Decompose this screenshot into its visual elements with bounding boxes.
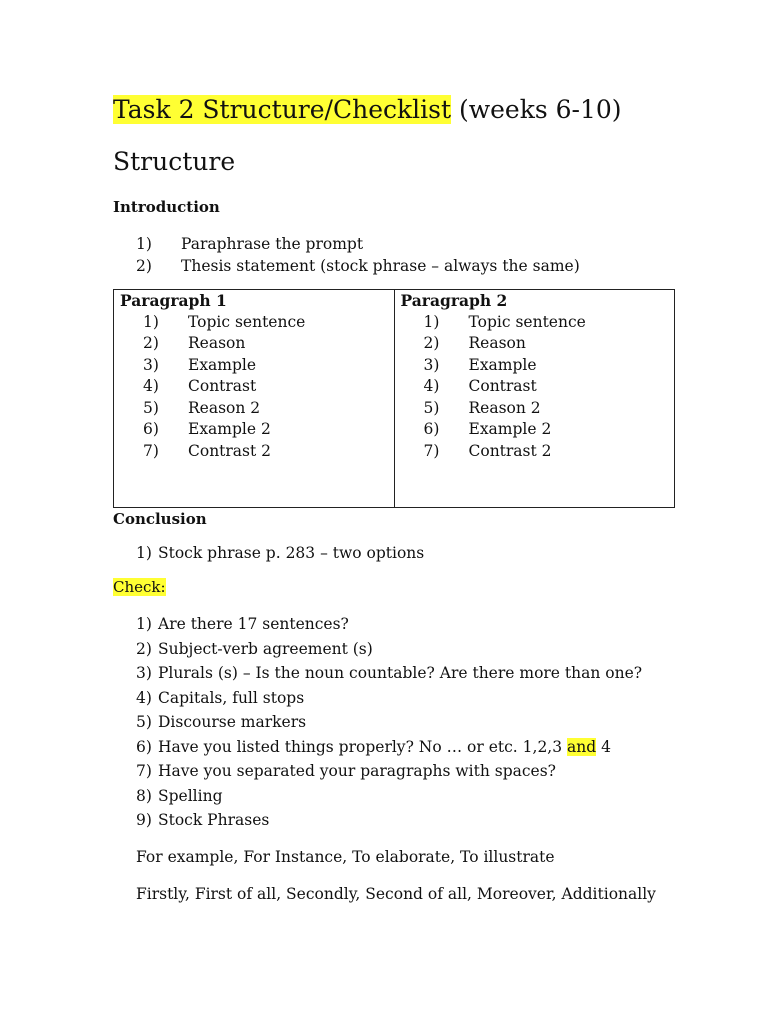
list-item (136, 233, 676, 255)
highlighted-word: and (567, 737, 597, 756)
item-text-after: 4 (596, 737, 611, 756)
table-list-item (401, 333, 675, 355)
list-item (136, 687, 736, 712)
item-number: 3) (423, 355, 440, 374)
item-number: 5) (423, 398, 440, 417)
item-text-main: Have you listed things properly? No … or etc. 1,2,3 (158, 737, 563, 756)
conclusion-list (136, 542, 676, 564)
item-text: Topic sentence (468, 312, 586, 331)
introduction-list (136, 233, 676, 277)
item-number: 7) (143, 441, 159, 460)
title-highlighted: Task 2 Structure/Checklist (113, 95, 452, 124)
item-number: 8) (136, 786, 152, 805)
item-number: 5) (136, 713, 152, 731)
item-text: Contrast 2 (188, 441, 272, 460)
list-item (136, 662, 736, 687)
table-list-item (401, 355, 675, 377)
table-list-item (120, 376, 394, 398)
list-item (136, 542, 676, 564)
item-text: Example (468, 355, 537, 374)
item-number: 6) (423, 420, 440, 438)
item-text: Reason 2 (468, 398, 541, 417)
list-item (136, 809, 736, 834)
item-text: Example (188, 355, 257, 374)
item-text: Plurals (s) – Is the noun countable? Are there more than one? (158, 664, 643, 682)
item-text: Stock Phrases (158, 811, 270, 829)
item-number: 3) (136, 664, 152, 682)
item-number: 7) (136, 762, 152, 780)
stock-phrases-sequencing: Firstly, First of all, Secondly, Second of all, Moreover, Additionally (136, 885, 656, 903)
item-text: Contrast (468, 377, 537, 395)
item-number: 4) (143, 377, 159, 395)
item-number: 4) (136, 688, 152, 707)
paragraph-2-cell (394, 290, 675, 508)
item-text: Capitals, full stops (158, 688, 305, 707)
item-number: 1) (423, 312, 440, 331)
stock-phrases-examples: For example, For Instance, To elaborate, To illustrate (136, 848, 555, 866)
table-list-item (401, 376, 675, 398)
list-item (136, 736, 736, 761)
list-item (136, 638, 736, 663)
page-title (113, 92, 622, 128)
item-text: Reason (468, 334, 526, 352)
item-number: 2) (143, 334, 159, 352)
check-label (113, 576, 166, 598)
table-list-item (401, 398, 675, 420)
item-number: 1) (143, 312, 159, 331)
item-text: Contrast (188, 377, 257, 395)
item-text: Example 2 (188, 420, 271, 438)
list-item (136, 760, 736, 785)
structure-heading: Structure (113, 147, 236, 176)
item-number: 3) (143, 355, 159, 374)
conclusion-label: Conclusion (113, 510, 207, 528)
checklist (136, 613, 736, 834)
item-text: Subject-verb agreement (s) (158, 639, 373, 658)
table-list-item (401, 312, 675, 334)
check-label-text: Check: (113, 578, 166, 596)
item-number: 1) (136, 235, 152, 253)
title-rest: (weeks 6-10) (458, 95, 622, 124)
paragraph-1-cell (114, 290, 395, 508)
item-number: 2) (136, 639, 152, 658)
item-text: Discourse markers (158, 713, 307, 731)
table-list-item (120, 355, 394, 377)
item-number: 1) (136, 544, 152, 562)
item-text: Reason 2 (188, 398, 261, 417)
item-text: Reason (188, 334, 246, 352)
table-list-item (120, 398, 394, 420)
item-text (158, 736, 611, 758)
item-text: Have you separated your paragraphs with spaces? (158, 762, 556, 780)
list-item (136, 711, 736, 736)
item-text: Thesis statement (stock phrase – always the same) (181, 257, 580, 275)
item-text: Topic sentence (188, 312, 306, 331)
item-text: Contrast 2 (468, 441, 552, 460)
item-number: 2) (423, 334, 440, 352)
introduction-label: Introduction (113, 198, 220, 216)
list-item (136, 255, 676, 277)
table-list-item (120, 333, 394, 355)
item-number: 7) (423, 441, 440, 460)
item-number: 5) (143, 398, 159, 417)
list-item (136, 613, 736, 638)
paragraph-1-title: Paragraph 1 (120, 291, 227, 310)
item-number: 2) (136, 257, 152, 275)
table-list-item (120, 441, 394, 463)
paragraphs-table (113, 289, 675, 508)
item-number: 9) (136, 811, 152, 829)
paragraph-2-title: Paragraph 2 (400, 291, 508, 310)
item-number: 4) (423, 377, 440, 395)
table-list-item (120, 312, 394, 334)
item-number: 6) (143, 420, 159, 438)
item-number: 6) (136, 737, 152, 756)
item-number: 1) (136, 615, 152, 633)
item-text: Stock phrase p. 283 – two options (158, 544, 425, 562)
item-text: Spelling (158, 786, 223, 805)
list-item (136, 785, 736, 810)
item-text: Paraphrase the prompt (181, 235, 364, 253)
table-list-item (401, 441, 675, 463)
table-list-item (401, 419, 675, 441)
item-text: Are there 17 sentences? (158, 615, 349, 633)
item-text: Example 2 (468, 420, 552, 438)
table-list-item (120, 419, 394, 441)
